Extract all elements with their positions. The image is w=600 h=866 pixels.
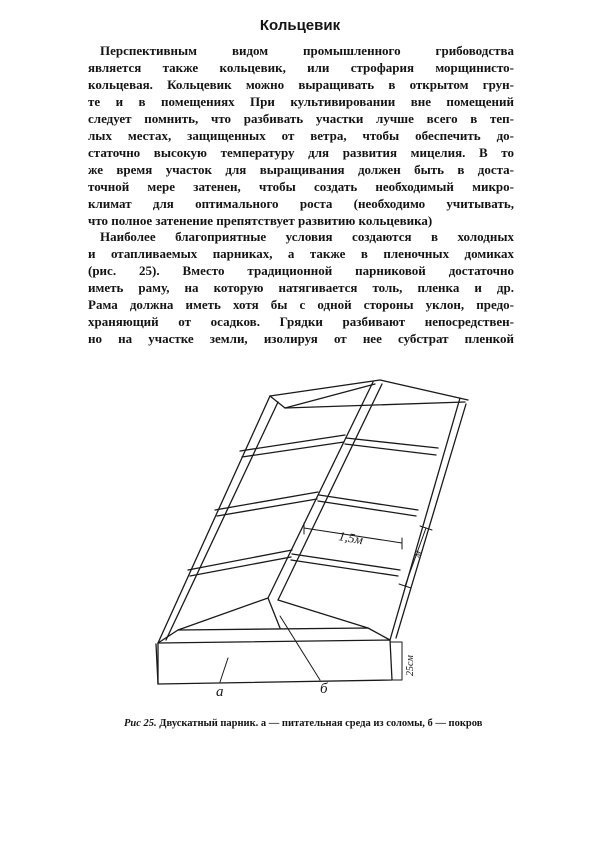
section-title: Кольцевик bbox=[259, 17, 341, 34]
dimension-width-label: 1,5м bbox=[337, 528, 365, 548]
label-a: а bbox=[216, 684, 224, 700]
text-line: (рис. 25). Вместо традиционной парниковой достаточно bbox=[88, 263, 514, 278]
leader-lines bbox=[220, 616, 320, 682]
text-line: иметь раму, на которую натягивается толь, пленка и др. bbox=[88, 280, 514, 295]
text-line: следует помнить, что разбивать участки лучше всего в теп- bbox=[88, 111, 514, 126]
text-line: Рама должна иметь хотя бы с одной стороны уклон, предо- bbox=[88, 297, 514, 312]
text-line: но на участке земли, изолируя от нее субстрат пленкой bbox=[88, 331, 514, 346]
caption-prefix: Рис 25. bbox=[124, 718, 157, 729]
text-line: Перспективным видом промышленного грибоводства bbox=[100, 43, 514, 58]
text-line: точной мере затенен, чтобы создать необходимый микро- bbox=[88, 179, 514, 194]
figure-caption bbox=[124, 716, 484, 731]
text-line: и отапливаемых парниках, а также в пленочных домиках bbox=[88, 246, 514, 261]
text-line: же время участок для выращивания должен быть в доста- bbox=[88, 162, 514, 177]
text-line: является также кольцевик, или строфария морщинисто- bbox=[88, 60, 514, 75]
caption-text: Двускатный парник. а — питательная среда из соломы, б — покров bbox=[159, 718, 483, 729]
label-b: б bbox=[320, 681, 328, 697]
text-line: те и в помещениях При культивировании вне помещений bbox=[88, 94, 514, 109]
text-line: что полное затенение препятствует развитию кольцевика) bbox=[88, 213, 433, 228]
base-box bbox=[156, 628, 392, 684]
text-line: климат для оптимального роста (необходимо учитывать, bbox=[88, 196, 514, 211]
rafters-left bbox=[188, 435, 345, 576]
text-line: храняющий от осадков. Грядки разбивают непосредствен- bbox=[88, 314, 514, 329]
text-line: лых местах, защищенных от ветра, чтобы обеспечить до- bbox=[88, 128, 514, 143]
text-line: кольцевая. Кольцевик можно выращивать в открытом грун- bbox=[88, 77, 514, 92]
gable-front bbox=[178, 598, 368, 630]
greenhouse-figure bbox=[120, 358, 425, 700]
text-line: Наиболее благоприятные условия создаются в холодных bbox=[100, 229, 514, 244]
text-line: статочно высокую температуру для развития мицелия. В то bbox=[88, 145, 514, 160]
dimension-height-label: 25см bbox=[405, 655, 416, 676]
dimension-side-label: м bbox=[411, 549, 425, 560]
frame-outer bbox=[158, 380, 468, 643]
